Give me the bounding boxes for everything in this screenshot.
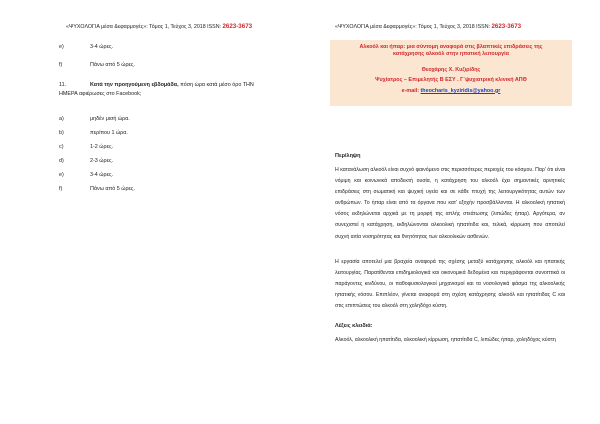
answer-option: b) περίπου 1 ώρα. bbox=[59, 130, 128, 136]
answer-option: f) Πάνω από 5 ώρες. bbox=[59, 186, 136, 192]
author-affiliation: Ψυχίατρος – Επιμελητής Β ΕΣΥ . Γ΄ψυχιατρική κλινική ΑΠΘ bbox=[375, 77, 527, 84]
email-link[interactable]: theocharis_kyziridis@yahoo.gr bbox=[420, 87, 501, 94]
answer-option: e) 3-4 ώρες. bbox=[59, 172, 114, 178]
list-item: e) 3-4 ώρες. bbox=[59, 44, 114, 50]
right-page bbox=[300, 0, 600, 424]
keywords-text: Αλκοόλ, αλκοολική ηπατίτιδα, αλκοολική κίρρωση, ηπατίτιδα C, λιπώδες ήπαρ, χοληδόχος κύστη bbox=[335, 337, 556, 343]
survey-question: 11. Κατά την προηγούμενη εβδομάδα, πόση ώρα κατά μέσο όρο ΤΗΝ ΗΜΕΡΑ αφιέρωσες στο Facebook; bbox=[59, 82, 254, 97]
answer-option: a) μηδέν μισή ώρα. bbox=[59, 116, 130, 122]
abstract-heading: Περίληψη bbox=[335, 153, 361, 159]
article-title: Αλκοόλ και ήπαρ: μια σύντομη αναφορά στις βλαπτικές επιδράσεις της κατάχρησης αλκοόλ στην ηπατική λειτουργία bbox=[359, 44, 543, 58]
list-item: f) Πάνω από 5 ώρες. bbox=[59, 62, 136, 68]
author-name: Θεοχάρης Χ. Κυζιρίδης bbox=[421, 66, 481, 73]
author-email bbox=[330, 88, 572, 95]
question-text: πόση ώρα κατά μέσο όρο ΤΗΝ ΗΜΕΡΑ αφιέρωσες στο Facebook; bbox=[59, 82, 254, 97]
answer-option: c) 1-2 ώρες. bbox=[59, 144, 114, 150]
answer-option: d) 2-3 ώρες. bbox=[59, 158, 114, 164]
issn-number: 2623-3673 bbox=[491, 23, 522, 30]
issn-number: 2623-3673 bbox=[222, 23, 253, 30]
abstract-paragraph-2: Η εργασία αποτελεί μια βραχεία αναφορά της σχέσης μεταξύ κατάχρησης αλκοόλ και ηπατικής λειτουργίας. Παρατίθενται επιδημιολογικά και οικονομικά δεδομένα και περιγράφονται συνοπτικά οι παράγοντες κινδύνου, οι παθοφυσιολογικοί μηχανισμοί και τα νοσολογικά φάσμα της αλκοολικής ηπατικής νόσου. Επιπλέον, γίνεται αναφορά στη σχέση κατάχρησης αλκοόλ και ηπατίτιδας C και στις επιπτώσεις του αλκοόλ στη χοληδόχο κύστη. bbox=[335, 259, 565, 310]
abstract-paragraph-1: Η κατανάλωση αλκοόλ είναι συχνό φαινόμενο στις περισσότερες περιοχές του κόσμου. Παρ' ότι είναι νόμιμη και κοινωνικά αποδεκτή ουσία, η κατάχρηση του αλκοόλ έχει σημαντικές αρνητικές επιδράσεις στη σωματική και ψυχική υγεία και σε κάθε πτυχή της λειτουργικότητας αυτών των ανθρώπων. Το ήπαρ είναι από τα όργανα που κατ' εξοχήν προσβάλλονται. Η αλκοολική ηπατική νόσος εκδηλώνεται αρχικά με τη μορφή της απλής στεάτωσης (λιπώδες ήπαρ). Αργότερα, αν συνεχιστεί η κατάχρηση, εκδηλώνονται αλκοολική ηπατίτιδα και, τελικά, κίρρωση που αποτελεί συχνή αιτία νοσηρότητας και θνητότητας των αλκοολικών ασθενών. bbox=[335, 167, 565, 240]
journal-citation: «ΨΥΧΟΛΟΓΙΑ μέσα &εφαρμογές»: Τόμος 1, Τεύχος 3, 2018 ISSN: bbox=[66, 24, 221, 30]
left-page-header bbox=[66, 23, 252, 30]
article-title-box bbox=[330, 40, 572, 106]
email-label: e-mail: bbox=[401, 87, 419, 94]
keywords-heading: Λέξεις κλειδιά: bbox=[335, 323, 373, 329]
question-bold-text: Κατά την προηγούμενη εβδομάδα, bbox=[90, 82, 179, 88]
right-page-header bbox=[335, 23, 521, 30]
journal-citation: «ΨΥΧΟΛΟΓΙΑ μέσα &εφαρμογές»: Τόμος 1, Τεύχος 3, 2018 ISSN: bbox=[335, 24, 490, 30]
